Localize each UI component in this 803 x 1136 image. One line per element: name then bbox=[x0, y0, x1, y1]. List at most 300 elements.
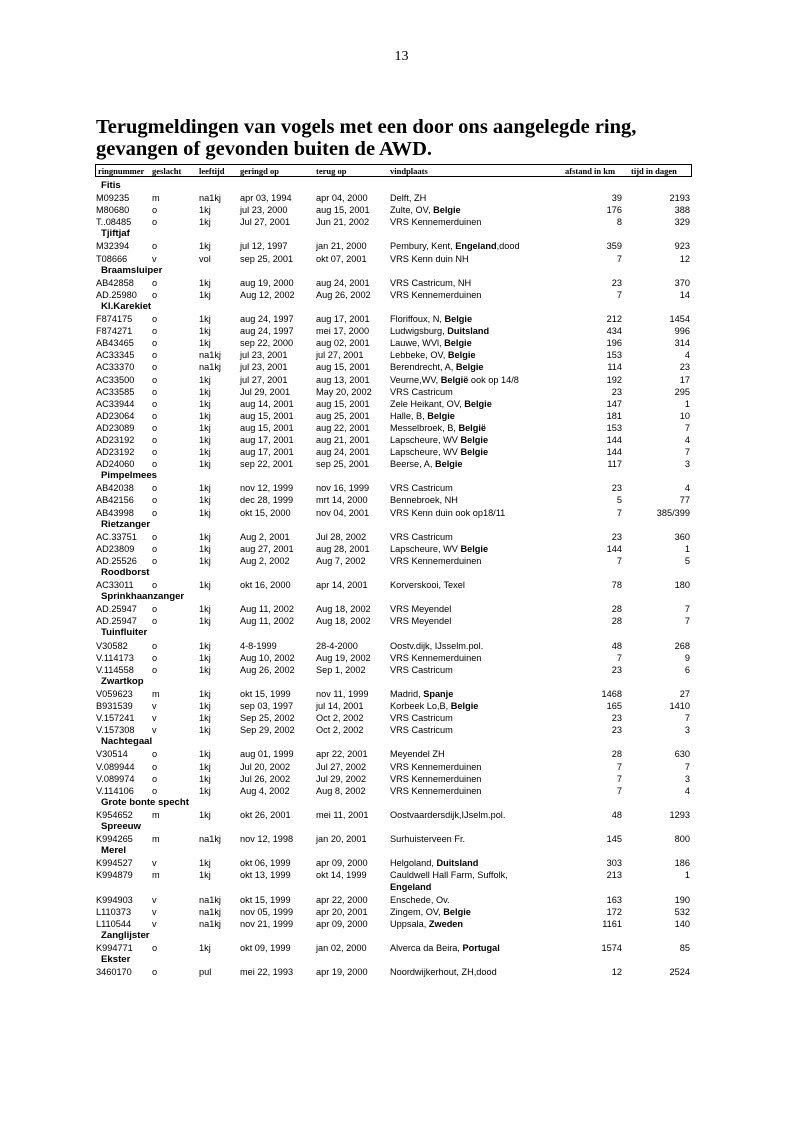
ringed-date: aug 14, 2001 bbox=[240, 398, 294, 409]
col-header-ring: ringnummer bbox=[98, 166, 145, 176]
table-row bbox=[0, 785, 803, 797]
table-row bbox=[0, 712, 803, 724]
table-row bbox=[0, 724, 803, 736]
ringed-date: aug 01, 1999 bbox=[240, 749, 294, 760]
time-days: 4 bbox=[684, 350, 690, 361]
location-cell bbox=[390, 966, 497, 978]
table-row bbox=[0, 313, 803, 325]
time-days: 27 bbox=[679, 688, 690, 699]
time-days: 7 bbox=[684, 713, 690, 724]
table-row bbox=[0, 773, 803, 785]
recovery-table bbox=[0, 180, 803, 978]
recovery-date: apr 20, 2001 bbox=[316, 906, 368, 917]
age-cell: 1kj bbox=[199, 604, 211, 615]
location-text: Alverca da Beira, bbox=[390, 942, 460, 953]
sex-cell: o bbox=[152, 205, 158, 216]
time-days: 23 bbox=[679, 362, 690, 373]
col-header-place: vindplaats bbox=[390, 166, 428, 176]
ringed-date: Jul 20, 2002 bbox=[240, 761, 291, 772]
table-row bbox=[0, 603, 803, 615]
distance-km: 144 bbox=[606, 447, 622, 458]
age-cell: 1kj bbox=[199, 543, 211, 554]
species-heading bbox=[0, 591, 803, 603]
recovery-date: jan 02, 2000 bbox=[316, 942, 367, 953]
table-row bbox=[0, 434, 803, 446]
table-header bbox=[95, 164, 692, 177]
recovery-date: jan 20, 2001 bbox=[316, 834, 367, 845]
ring-number: V.157241 bbox=[96, 713, 135, 724]
page-title bbox=[96, 116, 636, 160]
table-row bbox=[0, 374, 803, 386]
table-row bbox=[0, 531, 803, 543]
recovery-date: Aug 18, 2002 bbox=[316, 604, 371, 615]
species-heading bbox=[0, 567, 803, 579]
species-heading bbox=[0, 821, 803, 833]
sex-cell: o bbox=[152, 459, 158, 470]
location-cell bbox=[390, 881, 431, 893]
age-cell: na1kj bbox=[199, 918, 221, 929]
table-row bbox=[0, 204, 803, 216]
ringed-date: nov 12, 1998 bbox=[240, 834, 294, 845]
sex-cell: o bbox=[152, 386, 158, 397]
ringed-date: Jul 26, 2002 bbox=[240, 773, 291, 784]
recovery-date: aug 15, 2001 bbox=[316, 398, 370, 409]
species-heading bbox=[0, 736, 803, 748]
time-days: 1410 bbox=[669, 701, 690, 712]
table-row bbox=[0, 494, 803, 506]
time-days: 14 bbox=[679, 289, 690, 300]
ringed-date: okt 06, 1999 bbox=[240, 858, 291, 869]
table-row bbox=[0, 809, 803, 821]
time-days: 190 bbox=[674, 894, 690, 905]
ringed-date: aug 24, 1997 bbox=[240, 314, 294, 325]
recovery-date: apr 22, 2001 bbox=[316, 749, 368, 760]
recovery-date: okt 14, 1999 bbox=[316, 870, 367, 881]
sex-cell: o bbox=[152, 616, 158, 627]
species-name: Braamsluiper bbox=[101, 264, 163, 276]
table-row bbox=[0, 240, 803, 252]
ring-number: 3460170 bbox=[96, 967, 132, 978]
ring-number: AD.25980 bbox=[96, 289, 137, 300]
location-cell bbox=[390, 446, 488, 458]
location-cell bbox=[390, 422, 486, 434]
recovery-date: apr 14, 2001 bbox=[316, 580, 368, 591]
recovery-date: apr 22, 2000 bbox=[316, 894, 368, 905]
species-name: Grote bonte specht bbox=[101, 796, 189, 808]
country-name: Duitsland bbox=[436, 858, 479, 869]
col-header-back: terug op bbox=[316, 166, 347, 176]
time-days: 140 bbox=[674, 918, 690, 929]
location-cell bbox=[390, 942, 500, 954]
distance-km: 23 bbox=[611, 386, 622, 397]
species-heading bbox=[0, 676, 803, 688]
sex-cell: o bbox=[152, 773, 158, 784]
age-cell: 1kj bbox=[199, 580, 211, 591]
country-name: Belgie bbox=[444, 314, 473, 325]
sex-cell: m bbox=[152, 834, 160, 845]
age-cell: 1kj bbox=[199, 942, 211, 953]
recovery-date: Aug 7, 2002 bbox=[316, 555, 366, 566]
time-days: 4 bbox=[684, 434, 690, 445]
ring-number: AB42156 bbox=[96, 495, 134, 506]
table-row bbox=[0, 325, 803, 337]
ringed-date: Sep 29, 2002 bbox=[240, 725, 295, 736]
distance-km: 212 bbox=[606, 314, 622, 325]
recovery-date: aug 17, 2001 bbox=[316, 314, 370, 325]
ring-number: AC33345 bbox=[96, 350, 135, 361]
ringed-date: okt 15, 1999 bbox=[240, 894, 291, 905]
ringed-date: Aug 11, 2002 bbox=[240, 616, 294, 627]
ring-number: K994527 bbox=[96, 858, 133, 869]
recovery-date: aug 24, 2001 bbox=[316, 277, 370, 288]
ringed-date: jul 23, 2001 bbox=[240, 350, 288, 361]
ringed-date: nov 21, 1999 bbox=[240, 918, 294, 929]
ring-number: V.089944 bbox=[96, 761, 135, 772]
sex-cell: v bbox=[152, 713, 157, 724]
time-days: 5 bbox=[684, 555, 690, 566]
location-text: Enschede, Ov. bbox=[390, 894, 450, 905]
distance-km: 78 bbox=[611, 580, 622, 591]
distance-km: 7 bbox=[616, 652, 622, 663]
table-row bbox=[0, 615, 803, 627]
ring-number: AB42038 bbox=[96, 483, 134, 494]
location-text: Lapscheure, WV bbox=[390, 447, 458, 458]
location-text: VRS Castricum bbox=[390, 664, 453, 675]
ring-number: K954652 bbox=[96, 809, 133, 820]
location-text: Madrid, bbox=[390, 688, 421, 699]
time-days: 7 bbox=[684, 447, 690, 458]
location-cell bbox=[390, 603, 451, 615]
location-text: VRS Kennemerduinen bbox=[390, 773, 482, 784]
ringed-date: Jul 27, 2001 bbox=[240, 217, 291, 228]
ring-number: AD.25947 bbox=[96, 604, 137, 615]
table-row bbox=[0, 192, 803, 204]
country-name: Belgie bbox=[460, 447, 489, 458]
location-text: Bennebroek, NH bbox=[390, 495, 458, 506]
time-days: 9 bbox=[684, 652, 690, 663]
location-text: VRS Kennemerduinen bbox=[390, 217, 482, 228]
age-cell: 1kj bbox=[199, 205, 211, 216]
ringed-date: Aug 2, 2002 bbox=[240, 555, 290, 566]
ringed-date: aug 27, 2001 bbox=[240, 543, 294, 554]
distance-km: 434 bbox=[606, 326, 622, 337]
location-text: Lauwe, WVl, bbox=[390, 338, 442, 349]
time-days: 10 bbox=[679, 410, 690, 421]
recovery-date: Aug 18, 2002 bbox=[316, 616, 371, 627]
ringed-date: aug 15, 2001 bbox=[240, 422, 294, 433]
sex-cell: o bbox=[152, 289, 158, 300]
location-cell bbox=[390, 313, 472, 325]
sex-cell: o bbox=[152, 785, 158, 796]
location-cell bbox=[390, 785, 481, 797]
location-cell bbox=[390, 240, 520, 252]
ringed-date: aug 24, 1997 bbox=[240, 326, 294, 337]
location-cell bbox=[390, 494, 458, 506]
location-cell bbox=[390, 482, 453, 494]
ringed-date: Aug 4, 2002 bbox=[240, 785, 290, 796]
location-cell bbox=[390, 507, 505, 519]
table-row bbox=[0, 410, 803, 422]
distance-km: 196 bbox=[606, 338, 622, 349]
location-cell bbox=[390, 325, 489, 337]
col-header-ringed: geringd op bbox=[240, 166, 279, 176]
time-days: 2193 bbox=[669, 193, 690, 204]
table-row bbox=[0, 349, 803, 361]
species-name: Nachtegaal bbox=[101, 736, 153, 748]
distance-km: 23 bbox=[611, 713, 622, 724]
location-cell bbox=[390, 349, 475, 361]
ring-number: AD23809 bbox=[96, 543, 135, 554]
time-days: 186 bbox=[674, 858, 690, 869]
location-text: VRS Kenn duin ook op18/11 bbox=[390, 507, 506, 518]
time-days: 6 bbox=[684, 664, 690, 675]
time-days: 1454 bbox=[669, 314, 690, 325]
table-row bbox=[0, 555, 803, 567]
location-text: VRS Meyendel bbox=[390, 604, 452, 615]
sex-cell: o bbox=[152, 507, 158, 518]
ring-number: F874175 bbox=[96, 314, 133, 325]
table-row bbox=[0, 640, 803, 652]
location-cell bbox=[390, 700, 478, 712]
location-cell bbox=[390, 555, 481, 567]
distance-km: 359 bbox=[606, 241, 622, 252]
sex-cell: o bbox=[152, 277, 158, 288]
distance-km: 153 bbox=[606, 422, 622, 433]
sex-cell: o bbox=[152, 350, 158, 361]
country-name: Engeland bbox=[455, 241, 497, 252]
age-cell: 1kj bbox=[199, 338, 211, 349]
location-cell bbox=[390, 374, 519, 386]
ring-number: V30514 bbox=[96, 749, 128, 760]
ringed-date: Sep 25, 2002 bbox=[240, 713, 295, 724]
distance-km: 23 bbox=[611, 531, 622, 542]
distance-km: 28 bbox=[611, 616, 622, 627]
age-cell: 1kj bbox=[199, 858, 211, 869]
sex-cell: m bbox=[152, 688, 160, 699]
recovery-date: aug 13, 2001 bbox=[316, 374, 370, 385]
ring-number: AD23064 bbox=[96, 410, 135, 421]
time-days: 180 bbox=[674, 580, 690, 591]
location-text: Uppsala, bbox=[390, 918, 427, 929]
distance-km: 144 bbox=[606, 434, 622, 445]
table-row bbox=[0, 881, 803, 893]
recovery-date: jan 21, 2000 bbox=[316, 241, 367, 252]
recovery-date: Aug 19, 2002 bbox=[316, 652, 371, 663]
distance-km: 114 bbox=[607, 362, 622, 373]
sex-cell: o bbox=[152, 326, 158, 337]
location-text: VRS Castricum bbox=[390, 483, 453, 494]
distance-km: 165 bbox=[606, 701, 622, 712]
table-row bbox=[0, 579, 803, 591]
ring-number: AC33585 bbox=[96, 386, 135, 397]
ringed-date: 4-8-1999 bbox=[240, 640, 277, 651]
recovery-date: nov 16, 1999 bbox=[316, 483, 370, 494]
age-cell: na1kj bbox=[199, 193, 221, 204]
ring-number: V059623 bbox=[96, 688, 133, 699]
recovery-date: mei 17, 2000 bbox=[316, 326, 370, 337]
time-days: 295 bbox=[674, 386, 690, 397]
distance-km: 48 bbox=[611, 809, 622, 820]
table-row bbox=[0, 894, 803, 906]
location-text: Veurne,WV, bbox=[390, 374, 439, 385]
distance-km: 303 bbox=[606, 858, 622, 869]
country-name: België bbox=[458, 422, 487, 433]
sex-cell: o bbox=[152, 398, 158, 409]
country-name: Belgie bbox=[464, 398, 492, 409]
recovery-date: Jun 21, 2002 bbox=[316, 217, 370, 228]
species-name: Zanglijster bbox=[101, 929, 150, 941]
location-text: Pembury, Kent, bbox=[390, 241, 453, 252]
recovery-date: Sep 1, 2002 bbox=[316, 664, 366, 675]
location-text: Zele Heikant, OV, bbox=[390, 398, 462, 409]
recovery-date: aug 15, 2001 bbox=[316, 362, 370, 373]
time-days: 630 bbox=[674, 749, 690, 760]
sex-cell: v bbox=[152, 894, 157, 905]
time-days: 4 bbox=[684, 785, 690, 796]
sex-cell: o bbox=[152, 664, 158, 675]
distance-km: 7 bbox=[616, 773, 622, 784]
ringed-date: Jul 29, 2001 bbox=[240, 386, 291, 397]
distance-km: 23 bbox=[611, 483, 622, 494]
location-cell bbox=[390, 857, 478, 869]
species-name: Fitis bbox=[101, 180, 121, 191]
location-cell bbox=[390, 664, 453, 676]
sex-cell: o bbox=[152, 241, 158, 252]
age-cell: 1kj bbox=[199, 701, 211, 712]
age-cell: 1kj bbox=[199, 410, 211, 421]
ring-number: V.114173 bbox=[96, 652, 134, 663]
distance-km: 192 bbox=[606, 374, 622, 385]
location-cell bbox=[390, 615, 451, 627]
ringed-date: dec 28, 1999 bbox=[240, 495, 294, 506]
age-cell: 1kj bbox=[199, 761, 211, 772]
species-name: Kl.Karekiet bbox=[101, 300, 152, 312]
location-text: VRS Kennemerduinen bbox=[390, 555, 482, 566]
recovery-date: aug 28, 2001 bbox=[316, 543, 370, 554]
distance-km: 7 bbox=[616, 761, 622, 772]
col-header-days: tijd in dagen bbox=[631, 166, 677, 176]
time-days: 7 bbox=[684, 761, 690, 772]
location-cell bbox=[390, 869, 508, 881]
age-cell: 1kj bbox=[199, 664, 211, 675]
species-name: Tuinfluiter bbox=[101, 627, 148, 639]
location-cell bbox=[390, 531, 453, 543]
ringed-date: apr 03, 1994 bbox=[240, 193, 292, 204]
table-row bbox=[0, 422, 803, 434]
age-cell: 1kj bbox=[199, 447, 211, 458]
ring-number: V.114106 bbox=[96, 785, 134, 796]
sex-cell: o bbox=[152, 640, 158, 651]
location-cell bbox=[390, 652, 481, 664]
species-name: Tjiftjaf bbox=[101, 228, 130, 240]
ringed-date: mei 22, 1993 bbox=[240, 967, 294, 978]
recovery-date: apr 19, 2000 bbox=[316, 967, 368, 978]
ring-number: V.157308 bbox=[96, 725, 135, 736]
age-cell: 1kj bbox=[199, 616, 211, 627]
ringed-date: aug 19, 2000 bbox=[240, 277, 294, 288]
location-cell bbox=[390, 833, 465, 845]
time-days: 1293 bbox=[669, 809, 690, 820]
sex-cell: o bbox=[152, 580, 158, 591]
recovery-date: jul 14, 2001 bbox=[316, 701, 364, 712]
age-cell: na1kj bbox=[199, 350, 221, 361]
time-days: 268 bbox=[674, 640, 690, 651]
location-cell bbox=[390, 458, 463, 470]
country-name: Belgie bbox=[444, 338, 472, 349]
recovery-date: apr 09, 2000 bbox=[316, 918, 368, 929]
recovery-date: Jul 28, 2002 bbox=[316, 531, 367, 542]
age-cell: 1kj bbox=[199, 749, 211, 760]
recovery-date: Aug 8, 2002 bbox=[316, 785, 366, 796]
recovery-date: aug 25, 2001 bbox=[316, 410, 370, 421]
ringed-date: Aug 26, 2002 bbox=[240, 664, 295, 675]
ringed-date: aug 17, 2001 bbox=[240, 447, 294, 458]
sex-cell: m bbox=[152, 193, 160, 204]
sex-cell: v bbox=[152, 858, 157, 869]
recovery-date: sep 25, 2001 bbox=[316, 459, 370, 470]
location-cell bbox=[390, 543, 488, 555]
location-text: Oostv.dijk, IJsselm.pol. bbox=[390, 640, 484, 651]
distance-km: 12 bbox=[611, 967, 622, 978]
sex-cell: o bbox=[152, 531, 158, 542]
ring-number: M80680 bbox=[96, 205, 130, 216]
location-text: Lapscheure, WV bbox=[390, 543, 458, 554]
location-text: VRS Castricum bbox=[390, 531, 453, 542]
ring-number: AC33370 bbox=[96, 362, 135, 373]
country-name: Belgie bbox=[455, 362, 484, 373]
time-days: 12 bbox=[679, 253, 690, 264]
location-cell bbox=[390, 640, 483, 652]
ring-number: K994265 bbox=[96, 834, 133, 845]
recovery-date: May 20, 2002 bbox=[316, 386, 372, 397]
location-cell bbox=[390, 386, 453, 398]
time-days: 923 bbox=[674, 241, 690, 252]
ring-number: M32394 bbox=[96, 241, 130, 252]
col-header-age: leeftijd bbox=[199, 166, 225, 176]
ring-number: AD23192 bbox=[96, 447, 135, 458]
time-days: 385/399 bbox=[656, 507, 690, 518]
location-text: VRS Kennemerduinen bbox=[390, 785, 482, 796]
ring-number: L110544 bbox=[96, 918, 132, 929]
age-cell: 1kj bbox=[199, 386, 211, 397]
ring-number: AD.25947 bbox=[96, 616, 137, 627]
location-cell bbox=[390, 688, 453, 700]
time-days: 2524 bbox=[669, 967, 690, 978]
ring-number: K994879 bbox=[96, 870, 133, 881]
distance-km: 7 bbox=[616, 507, 622, 518]
sex-cell: o bbox=[152, 338, 158, 349]
table-row bbox=[0, 652, 803, 664]
ring-number: F874271 bbox=[96, 326, 133, 337]
location-text: Korverskooi, Texel bbox=[390, 580, 465, 591]
ringed-date: okt 09, 1999 bbox=[240, 942, 291, 953]
distance-km: 7 bbox=[616, 253, 622, 264]
recovery-date: Oct 2, 2002 bbox=[316, 713, 364, 724]
ringed-date: sep 22, 2000 bbox=[240, 338, 294, 349]
recovery-date: aug 15, 2001 bbox=[316, 205, 370, 216]
age-cell: 1kj bbox=[199, 495, 211, 506]
location-text: Halle, B, bbox=[390, 410, 425, 421]
ring-number: V.089974 bbox=[96, 773, 135, 784]
ringed-date: nov 12, 1999 bbox=[240, 483, 294, 494]
age-cell: 1kj bbox=[199, 725, 211, 736]
location-cell bbox=[390, 894, 450, 906]
time-days: 17 bbox=[679, 374, 690, 385]
location-cell bbox=[390, 398, 492, 410]
age-cell: na1kj bbox=[199, 362, 221, 373]
species-name: Rietzanger bbox=[101, 518, 151, 530]
table-row bbox=[0, 748, 803, 760]
